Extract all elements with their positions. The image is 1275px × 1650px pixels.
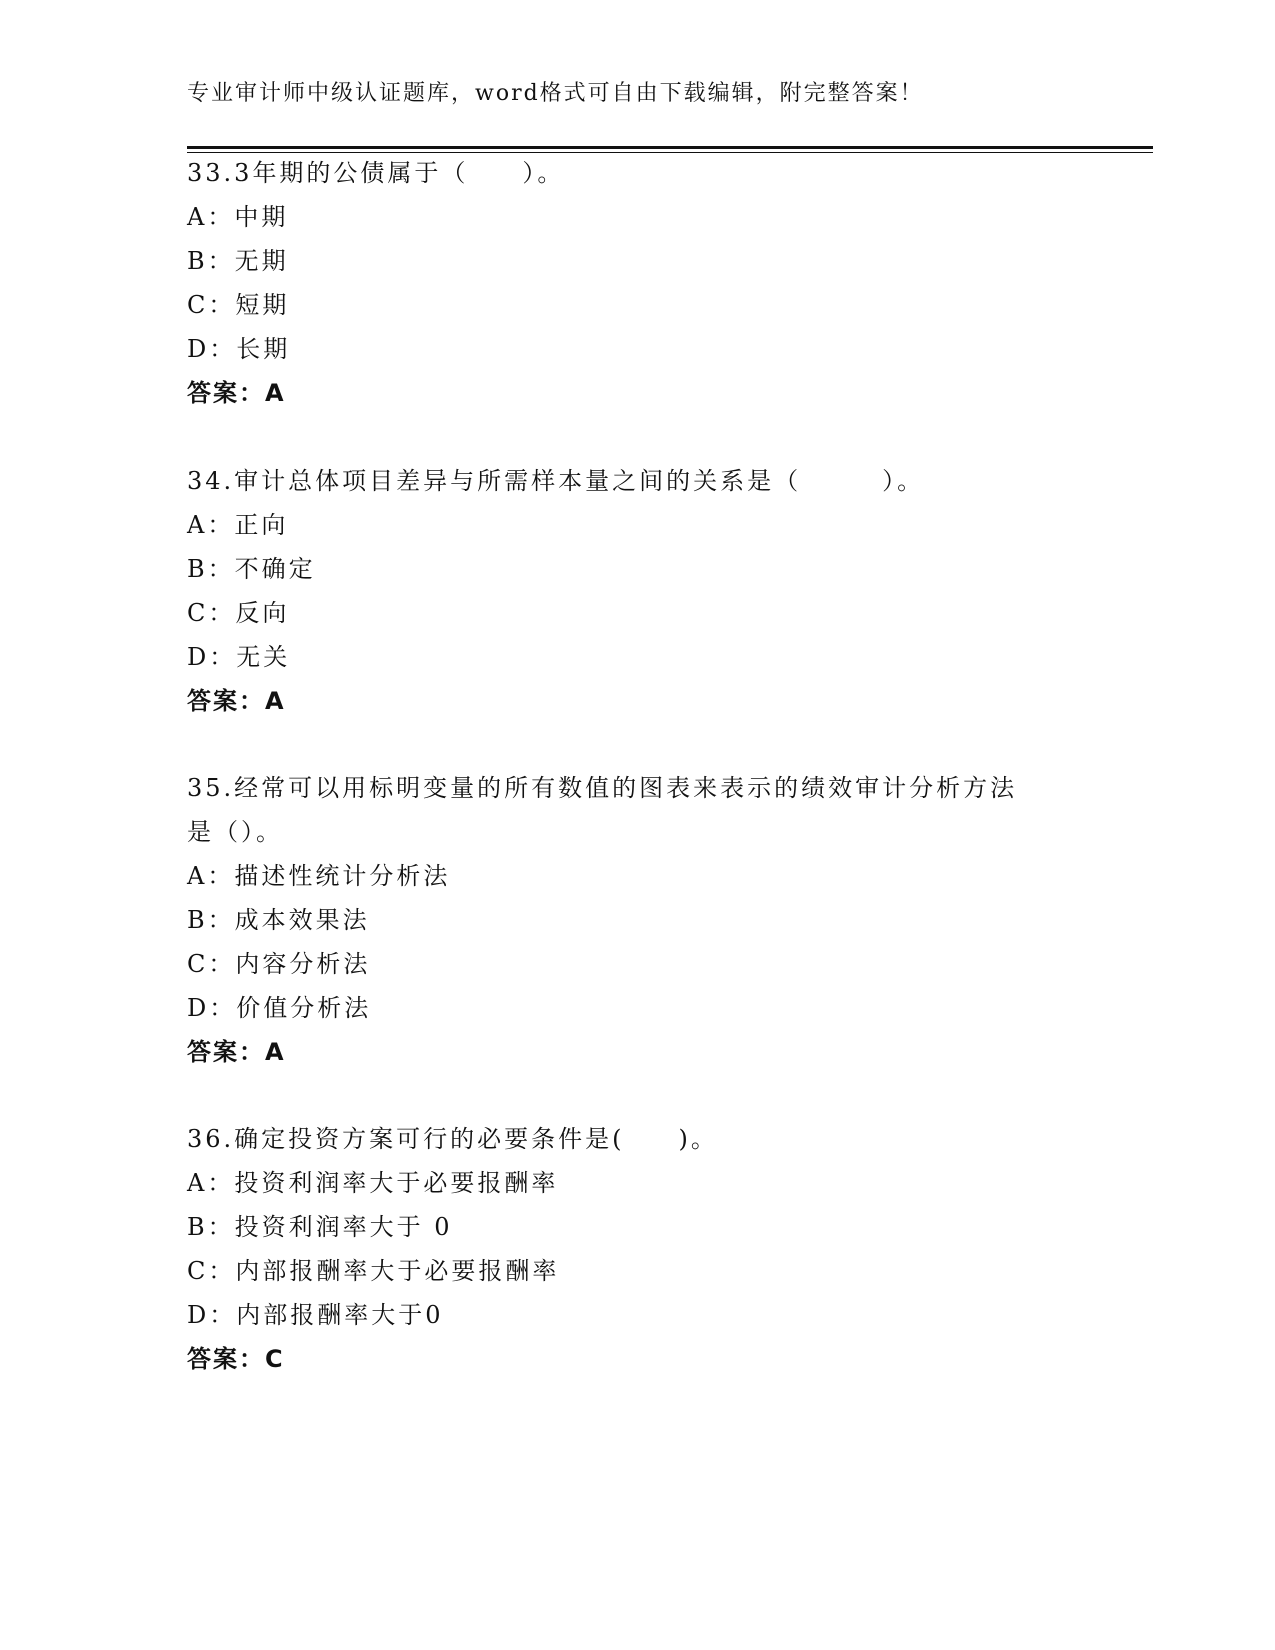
- question-34-option-b: B：不确定: [187, 555, 316, 583]
- header-rule-thick: [187, 146, 1153, 149]
- question-33-answer: 答案：A: [187, 379, 286, 407]
- question-33-option-a: A：中期: [187, 203, 289, 231]
- question-36-stem: 36.确定投资方案可行的必要条件是( )。: [187, 1125, 718, 1153]
- question-34-option-a: A：正向: [187, 511, 289, 539]
- question-35-option-c: C：内容分析法: [187, 950, 371, 978]
- question-34-option-d: D：无关: [187, 643, 291, 671]
- question-36-option-c: C：内部报酬率大于必要报酬率: [187, 1257, 560, 1285]
- question-34-option-c: C：反向: [187, 599, 290, 627]
- page-header: 专业审计师中级认证题库，word格式可自由下载编辑，附完整答案！: [187, 81, 924, 106]
- question-34-stem: 34.审计总体项目差异与所需样本量之间的关系是（ ）。: [187, 467, 925, 495]
- question-36-option-d: D：内部报酬率大于0: [187, 1301, 444, 1329]
- question-33-option-b: B：无期: [187, 247, 289, 275]
- question-35-stem-line2: 是（）。: [187, 818, 283, 846]
- question-33-stem: 33.3年期的公债属于（ ）。: [187, 159, 565, 187]
- question-34-answer: 答案：A: [187, 687, 286, 715]
- question-36-option-a: A：投资利润率大于必要报酬率: [187, 1169, 559, 1197]
- question-35-option-b: B：成本效果法: [187, 906, 370, 934]
- question-36-answer: 答案：C: [187, 1345, 285, 1373]
- question-33-option-d: D：长期: [187, 335, 291, 363]
- question-36-option-b: B：投资利润率大于 0: [187, 1213, 453, 1241]
- question-35-stem-line1: 35.经常可以用标明变量的所有数值的图表来表示的绩效审计分析方法: [187, 774, 1018, 802]
- question-33-option-c: C：短期: [187, 291, 290, 319]
- question-35-option-a: A：描述性统计分析法: [187, 862, 451, 890]
- question-35-answer: 答案：A: [187, 1038, 286, 1066]
- header-rule-thin: [187, 152, 1153, 153]
- question-35-option-d: D：价值分析法: [187, 994, 372, 1022]
